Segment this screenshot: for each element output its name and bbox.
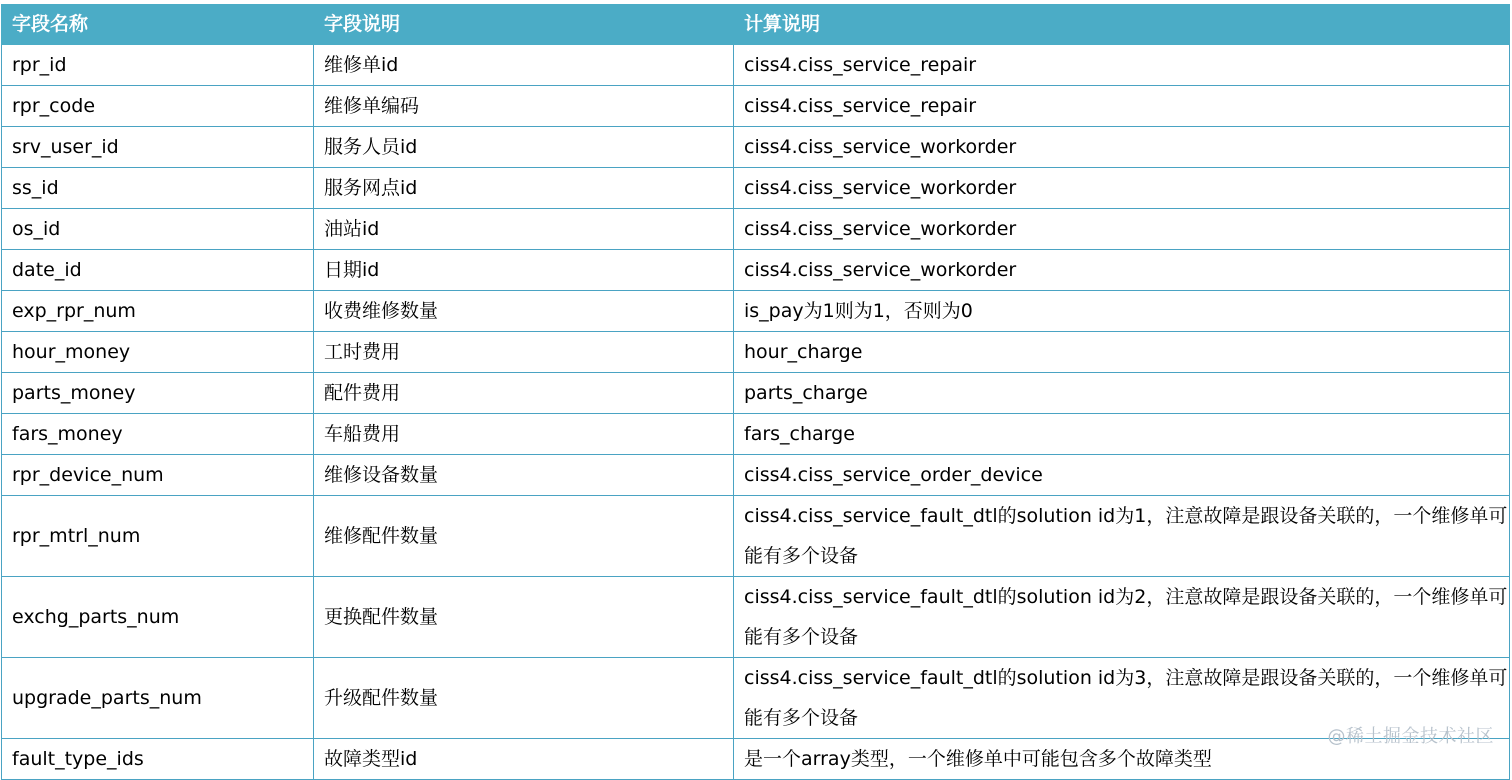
table-row [2, 250, 1510, 291]
field-desc-cell: 车船费用 [314, 414, 734, 455]
field-desc-cell: 服务人员id [314, 127, 734, 168]
field-definition-table [1, 4, 1510, 780]
table-row [2, 209, 1510, 250]
watermark-text: @稀土掘金技术社区 [1327, 726, 1494, 747]
calc-desc-cell: fars_charge [734, 414, 1510, 455]
calc-desc-cell: ciss4.ciss_service_repair [734, 86, 1510, 127]
calc-desc-cell: parts_charge [734, 373, 1510, 414]
field-desc-cell: 配件费用 [314, 373, 734, 414]
table-row [2, 739, 1510, 780]
field-desc-cell: 工时费用 [314, 332, 734, 373]
field-name-cell: ss_id [2, 168, 314, 209]
field-name-cell: exp_rpr_num [2, 291, 314, 332]
field-desc-cell: 日期id [314, 250, 734, 291]
table-row [2, 414, 1510, 455]
table-row [2, 373, 1510, 414]
header-calc-desc: 计算说明 [734, 5, 1510, 45]
table-row [2, 168, 1510, 209]
field-desc-cell: 维修单编码 [314, 86, 734, 127]
calc-desc-cell: 是一个array类型，一个维修单中可能包含多个故障类型 [734, 739, 1510, 780]
table-row [2, 455, 1510, 496]
header-field-desc: 字段说明 [314, 5, 734, 45]
table-row [2, 332, 1510, 373]
field-name-cell: rpr_device_num [2, 455, 314, 496]
table-row [2, 86, 1510, 127]
field-name-cell: date_id [2, 250, 314, 291]
field-desc-cell: 维修设备数量 [314, 455, 734, 496]
calc-desc-cell: ciss4.ciss_service_fault_dtl的solution id为2，注意故障是跟设备关联的，一个维修单可能有多个设备 [734, 577, 1510, 658]
field-desc-cell: 升级配件数量 [314, 658, 734, 739]
calc-desc-cell: ciss4.ciss_service_workorder [734, 127, 1510, 168]
calc-desc-cell: ciss4.ciss_service_repair [734, 45, 1510, 86]
calc-desc-cell: hour_charge [734, 332, 1510, 373]
table-row [2, 577, 1510, 658]
field-desc-cell: 收费维修数量 [314, 291, 734, 332]
calc-desc-cell: ciss4.ciss_service_fault_dtl的solution id为1，注意故障是跟设备关联的，一个维修单可能有多个设备 [734, 496, 1510, 577]
field-desc-cell: 维修配件数量 [314, 496, 734, 577]
field-name-cell: fars_money [2, 414, 314, 455]
field-name-cell: srv_user_id [2, 127, 314, 168]
table-row [2, 127, 1510, 168]
field-desc-cell: 故障类型id [314, 739, 734, 780]
field-name-cell: os_id [2, 209, 314, 250]
calc-desc-cell: ciss4.ciss_service_order_device [734, 455, 1510, 496]
field-name-cell: exchg_parts_num [2, 577, 314, 658]
field-name-cell: rpr_code [2, 86, 314, 127]
table-row [2, 45, 1510, 86]
header-field-name: 字段名称 [2, 5, 314, 45]
field-desc-cell: 维修单id [314, 45, 734, 86]
calc-desc-cell: ciss4.ciss_service_workorder [734, 209, 1510, 250]
calc-desc-cell: is_pay为1则为1，否则为0 [734, 291, 1510, 332]
field-name-cell: hour_money [2, 332, 314, 373]
table-row [2, 496, 1510, 577]
table-row [2, 291, 1510, 332]
field-name-cell: parts_money [2, 373, 314, 414]
field-name-cell: upgrade_parts_num [2, 658, 314, 739]
calc-desc-cell: ciss4.ciss_service_fault_dtl的solution id为3，注意故障是跟设备关联的，一个维修单可能有多个设备 [734, 658, 1510, 739]
field-desc-cell: 油站id [314, 209, 734, 250]
calc-desc-cell: ciss4.ciss_service_workorder [734, 168, 1510, 209]
field-name-cell: rpr_id [2, 45, 314, 86]
calc-desc-cell: ciss4.ciss_service_workorder [734, 250, 1510, 291]
table-body [2, 45, 1510, 780]
table-header [2, 5, 1510, 45]
field-desc-cell: 更换配件数量 [314, 577, 734, 658]
field-name-cell: fault_type_ids [2, 739, 314, 780]
field-desc-cell: 服务网点id [314, 168, 734, 209]
field-name-cell: rpr_mtrl_num [2, 496, 314, 577]
header-row [2, 5, 1510, 45]
table-row [2, 658, 1510, 739]
